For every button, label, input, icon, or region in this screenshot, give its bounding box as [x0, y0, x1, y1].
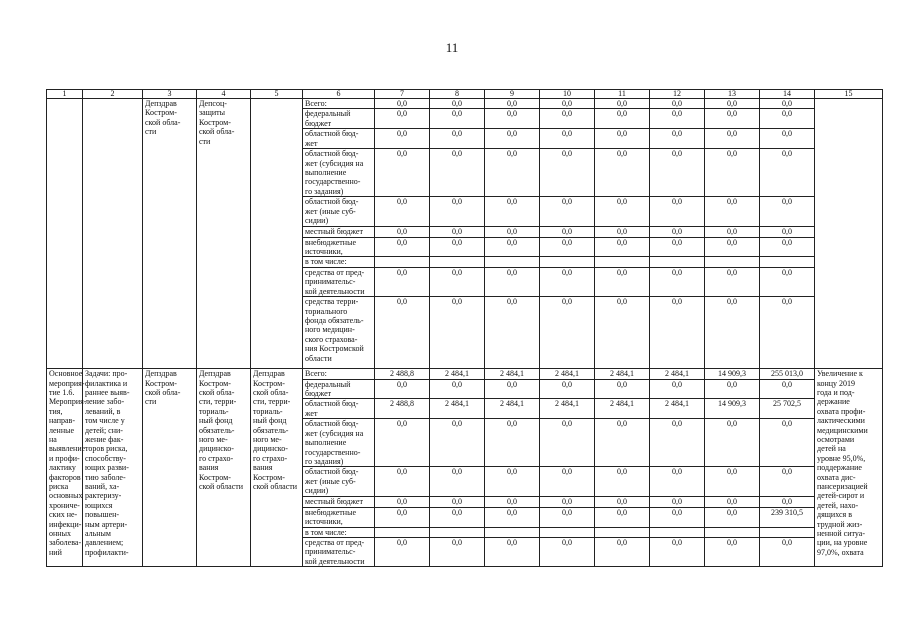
value-cell-col-12: 0,0 — [650, 537, 705, 566]
column-header-1: 1 — [47, 90, 83, 99]
value-cell-col-7: 0,0 — [375, 297, 430, 369]
value-cell-col-10: 2 484,1 — [540, 369, 595, 379]
value-cell-col-11: 0,0 — [595, 379, 650, 399]
value-cell-col-12: 0,0 — [650, 267, 705, 296]
value-cell-col-8: 0,0 — [430, 497, 485, 507]
funding-source-label: в том числе: — [303, 257, 375, 267]
value-cell-col-14: 0,0 — [760, 227, 815, 237]
value-cell-col-12: 0,0 — [650, 497, 705, 507]
value-cell-col-13: 0,0 — [705, 267, 760, 296]
value-cell-col-13: 0,0 — [705, 237, 760, 257]
value-cell-col-12: 0,0 — [650, 237, 705, 257]
column-header-13: 13 — [705, 90, 760, 99]
value-cell-col-9: 0,0 — [485, 129, 540, 149]
value-cell-col-14: 0,0 — [760, 237, 815, 257]
value-cell-col-10: 0,0 — [540, 227, 595, 237]
value-cell-col-14: 0,0 — [760, 109, 815, 129]
value-cell-col-8 — [430, 257, 485, 267]
table-row — [47, 369, 883, 379]
value-cell-col-7: 0,0 — [375, 99, 430, 109]
value-cell-col-7: 0,0 — [375, 467, 430, 497]
value-cell-col-9: 0,0 — [485, 237, 540, 257]
column-header-8: 8 — [430, 90, 485, 99]
funding-source-label: средства терри- ториального фонда обязатель- ного медицин- ского страхова- ния Костромской области — [303, 297, 375, 369]
value-cell-col-12: 0,0 — [650, 129, 705, 149]
budget-table — [46, 89, 883, 567]
value-cell-col-10: 0,0 — [540, 507, 595, 527]
value-cell-col-11: 0,0 — [595, 537, 650, 566]
block2-col-2-cell: Задачи: про- филактика и раннее выяв- ление забо- леваний, в том числе у детей; сни- жение фак- торов риска, способству- ющих разви- тию заболе- ваний, ха- рактеризу- ющихся повышен- ным артери- альным давлением; профилакти- — [83, 369, 143, 567]
value-cell-col-12 — [650, 527, 705, 537]
value-cell-col-14: 0,0 — [760, 149, 815, 197]
value-cell-col-10: 0,0 — [540, 109, 595, 129]
value-cell-col-10: 0,0 — [540, 129, 595, 149]
value-cell-col-14: 0,0 — [760, 379, 815, 399]
block2-col-1-cell: Основное мероприя- тие 1.6. Мероприя- тия, направ- ленные на выявление и профи- лактику факторов риска основных хрониче- ских не- инфекци- онных заболева- ний — [47, 369, 83, 567]
block1-col-1-cell — [47, 99, 83, 369]
value-cell-col-9: 0,0 — [485, 507, 540, 527]
value-cell-col-13: 0,0 — [705, 149, 760, 197]
value-cell-col-12: 2 484,1 — [650, 399, 705, 419]
value-cell-col-11: 2 484,1 — [595, 399, 650, 419]
value-cell-col-11: 2 484,1 — [595, 369, 650, 379]
value-cell-col-11: 0,0 — [595, 297, 650, 369]
column-header-11: 11 — [595, 90, 650, 99]
block2-col-4-cell: Депздрав Костром- ской обла- сти, терри- ториаль- ный фонд обязатель- ного ме- дицинско- го страхо- вания Костром- ской области — [197, 369, 251, 567]
value-cell-col-9: 0,0 — [485, 227, 540, 237]
value-cell-col-12: 0,0 — [650, 379, 705, 399]
value-cell-col-9: 0,0 — [485, 267, 540, 296]
column-header-2: 2 — [83, 90, 143, 99]
value-cell-col-8 — [430, 527, 485, 537]
value-cell-col-12: 0,0 — [650, 467, 705, 497]
value-cell-col-13: 14 909,3 — [705, 369, 760, 379]
value-cell-col-9: 0,0 — [485, 379, 540, 399]
value-cell-col-9: 0,0 — [485, 467, 540, 497]
funding-source-label: местный бюджет — [303, 497, 375, 507]
block1-col-4-cell: Депсоц- защиты Костром- ской обла- сти — [197, 99, 251, 369]
value-cell-col-14: 0,0 — [760, 419, 815, 467]
value-cell-col-10: 0,0 — [540, 267, 595, 296]
value-cell-col-7: 0,0 — [375, 497, 430, 507]
value-cell-col-8: 0,0 — [430, 419, 485, 467]
table-row — [47, 99, 883, 109]
funding-source-label: областной бюд- жет — [303, 129, 375, 149]
value-cell-col-10 — [540, 257, 595, 267]
value-cell-col-11: 0,0 — [595, 109, 650, 129]
column-header-4: 4 — [197, 90, 251, 99]
value-cell-col-14: 0,0 — [760, 537, 815, 566]
value-cell-col-9: 0,0 — [485, 497, 540, 507]
value-cell-col-11 — [595, 527, 650, 537]
funding-source-label: внебюджетные источники, — [303, 507, 375, 527]
value-cell-col-13: 0,0 — [705, 507, 760, 527]
value-cell-col-13: 0,0 — [705, 227, 760, 237]
value-cell-col-11: 0,0 — [595, 419, 650, 467]
value-cell-col-13: 0,0 — [705, 497, 760, 507]
block2-expected-result-cell: Увеличение к концу 2019 года и под- держание охвата профи- лактическими медицинскими осмотрами детей на уровне 95,0%, поддержание охвата дис- пансеризацией детей-сирот и детей, нахо- дящихся в трудной жиз- ненной ситуа- ции, на уровне 97,0%, охвата — [815, 369, 883, 567]
value-cell-col-9: 0,0 — [485, 149, 540, 197]
funding-source-label: местный бюджет — [303, 227, 375, 237]
value-cell-col-14: 0,0 — [760, 99, 815, 109]
column-header-5: 5 — [251, 90, 303, 99]
funding-source-label: средства от пред- принимательс- кой деятельности — [303, 537, 375, 566]
value-cell-col-14: 0,0 — [760, 297, 815, 369]
value-cell-col-9: 0,0 — [485, 109, 540, 129]
funding-source-label: областной бюд- жет (субсидия на выполнение государственно- го задания) — [303, 149, 375, 197]
value-cell-col-7: 0,0 — [375, 149, 430, 197]
value-cell-col-9: 2 484,1 — [485, 369, 540, 379]
page-number: 11 — [445, 40, 459, 55]
value-cell-col-10: 0,0 — [540, 297, 595, 369]
value-cell-col-12: 2 484,1 — [650, 369, 705, 379]
value-cell-col-10: 0,0 — [540, 537, 595, 566]
block1-expected-result-cell — [815, 99, 883, 369]
value-cell-col-10: 0,0 — [540, 467, 595, 497]
value-cell-col-7: 0,0 — [375, 537, 430, 566]
value-cell-col-12: 0,0 — [650, 149, 705, 197]
value-cell-col-14: 0,0 — [760, 197, 815, 227]
value-cell-col-13: 0,0 — [705, 109, 760, 129]
value-cell-col-13: 0,0 — [705, 129, 760, 149]
value-cell-col-9: 0,0 — [485, 537, 540, 566]
column-header-6: 6 — [303, 90, 375, 99]
column-header-15: 15 — [815, 90, 883, 99]
value-cell-col-8: 0,0 — [430, 267, 485, 296]
column-header-9: 9 — [485, 90, 540, 99]
funding-source-label: Всего: — [303, 369, 375, 379]
column-header-12: 12 — [650, 90, 705, 99]
value-cell-col-10: 2 484,1 — [540, 399, 595, 419]
funding-source-label: федеральный бюджет — [303, 379, 375, 399]
funding-source-label: федеральный бюджет — [303, 109, 375, 129]
value-cell-col-7: 0,0 — [375, 507, 430, 527]
value-cell-col-13: 0,0 — [705, 99, 760, 109]
value-cell-col-13: 0,0 — [705, 537, 760, 566]
value-cell-col-14: 255 013,0 — [760, 369, 815, 379]
value-cell-col-10: 0,0 — [540, 149, 595, 197]
value-cell-col-12: 0,0 — [650, 197, 705, 227]
value-cell-col-12 — [650, 257, 705, 267]
value-cell-col-11: 0,0 — [595, 497, 650, 507]
block1-col-3-cell: Депздрав Костром- ской обла- сти — [143, 99, 197, 369]
value-cell-col-14: 0,0 — [760, 267, 815, 296]
value-cell-col-8: 2 484,1 — [430, 369, 485, 379]
value-cell-col-13: 0,0 — [705, 197, 760, 227]
value-cell-col-10: 0,0 — [540, 197, 595, 227]
value-cell-col-8: 0,0 — [430, 379, 485, 399]
value-cell-col-9: 0,0 — [485, 197, 540, 227]
value-cell-col-10: 0,0 — [540, 99, 595, 109]
value-cell-col-14: 239 310,5 — [760, 507, 815, 527]
value-cell-col-13: 0,0 — [705, 419, 760, 467]
value-cell-col-12: 0,0 — [650, 99, 705, 109]
value-cell-col-10: 0,0 — [540, 497, 595, 507]
value-cell-col-8: 0,0 — [430, 129, 485, 149]
value-cell-col-8: 0,0 — [430, 537, 485, 566]
value-cell-col-14: 0,0 — [760, 467, 815, 497]
funding-source-label: областной бюд- жет (иные суб- сидии) — [303, 197, 375, 227]
value-cell-col-12: 0,0 — [650, 419, 705, 467]
value-cell-col-11: 0,0 — [595, 507, 650, 527]
value-cell-col-12: 0,0 — [650, 297, 705, 369]
value-cell-col-13 — [705, 257, 760, 267]
value-cell-col-8: 0,0 — [430, 149, 485, 197]
value-cell-col-12: 0,0 — [650, 227, 705, 237]
value-cell-col-7: 2 488,8 — [375, 399, 430, 419]
funding-source-label: средства от пред- принимательс- кой деятельности — [303, 267, 375, 296]
value-cell-col-8: 0,0 — [430, 109, 485, 129]
block1-col-2-cell — [83, 99, 143, 369]
value-cell-col-11: 0,0 — [595, 267, 650, 296]
header-row — [47, 90, 883, 99]
value-cell-col-8: 0,0 — [430, 197, 485, 227]
column-header-3: 3 — [143, 90, 197, 99]
value-cell-col-10: 0,0 — [540, 379, 595, 399]
value-cell-col-13 — [705, 527, 760, 537]
value-cell-col-9: 0,0 — [485, 99, 540, 109]
value-cell-col-9: 0,0 — [485, 419, 540, 467]
value-cell-col-11: 0,0 — [595, 467, 650, 497]
value-cell-col-11: 0,0 — [595, 149, 650, 197]
column-header-14: 14 — [760, 90, 815, 99]
value-cell-col-11: 0,0 — [595, 237, 650, 257]
funding-source-label: областной бюд- жет (субсидия на выполнение государственно- го задания) — [303, 419, 375, 467]
funding-source-label: Всего: — [303, 99, 375, 109]
value-cell-col-11: 0,0 — [595, 99, 650, 109]
value-cell-col-7: 0,0 — [375, 109, 430, 129]
value-cell-col-11: 0,0 — [595, 227, 650, 237]
value-cell-col-8: 0,0 — [430, 507, 485, 527]
value-cell-col-8: 0,0 — [430, 99, 485, 109]
value-cell-col-14 — [760, 527, 815, 537]
value-cell-col-7: 0,0 — [375, 227, 430, 237]
value-cell-col-7 — [375, 527, 430, 537]
value-cell-col-9: 2 484,1 — [485, 399, 540, 419]
value-cell-col-11: 0,0 — [595, 197, 650, 227]
value-cell-col-8: 2 484,1 — [430, 399, 485, 419]
value-cell-col-14 — [760, 257, 815, 267]
column-header-7: 7 — [375, 90, 430, 99]
value-cell-col-8: 0,0 — [430, 467, 485, 497]
value-cell-col-9 — [485, 257, 540, 267]
value-cell-col-10 — [540, 527, 595, 537]
funding-source-label: в том числе: — [303, 527, 375, 537]
value-cell-col-12: 0,0 — [650, 109, 705, 129]
value-cell-col-10: 0,0 — [540, 237, 595, 257]
value-cell-col-7: 0,0 — [375, 379, 430, 399]
value-cell-col-14: 0,0 — [760, 497, 815, 507]
value-cell-col-7: 0,0 — [375, 129, 430, 149]
funding-source-label: внебюджетные источники, — [303, 237, 375, 257]
column-header-10: 10 — [540, 90, 595, 99]
value-cell-col-12: 0,0 — [650, 507, 705, 527]
value-cell-col-13: 0,0 — [705, 379, 760, 399]
value-cell-col-7: 0,0 — [375, 237, 430, 257]
funding-source-label: областной бюд- жет — [303, 399, 375, 419]
value-cell-col-14: 0,0 — [760, 129, 815, 149]
value-cell-col-8: 0,0 — [430, 297, 485, 369]
value-cell-col-8: 0,0 — [430, 227, 485, 237]
value-cell-col-13: 0,0 — [705, 467, 760, 497]
value-cell-col-10: 0,0 — [540, 419, 595, 467]
value-cell-col-7: 0,0 — [375, 267, 430, 296]
value-cell-col-8: 0,0 — [430, 237, 485, 257]
value-cell-col-14: 25 702,5 — [760, 399, 815, 419]
block1-col-5-cell — [251, 99, 303, 369]
value-cell-col-9: 0,0 — [485, 297, 540, 369]
value-cell-col-7: 0,0 — [375, 197, 430, 227]
value-cell-col-13: 0,0 — [705, 297, 760, 369]
funding-source-label: областной бюд- жет (иные суб- сидии) — [303, 467, 375, 497]
value-cell-col-13: 14 909,3 — [705, 399, 760, 419]
value-cell-col-7: 0,0 — [375, 419, 430, 467]
block2-col-5-cell: Депздрав Костром- ской обла- сти, терри- ториаль- ный фонд обязатель- ного ме- дицинско- го страхо- вания Костром- ской области — [251, 369, 303, 567]
value-cell-col-11 — [595, 257, 650, 267]
value-cell-col-7: 2 488,8 — [375, 369, 430, 379]
value-cell-col-9 — [485, 527, 540, 537]
block2-col-3-cell: Депздрав Костром- ской обла- сти — [143, 369, 197, 567]
value-cell-col-7 — [375, 257, 430, 267]
value-cell-col-11: 0,0 — [595, 129, 650, 149]
